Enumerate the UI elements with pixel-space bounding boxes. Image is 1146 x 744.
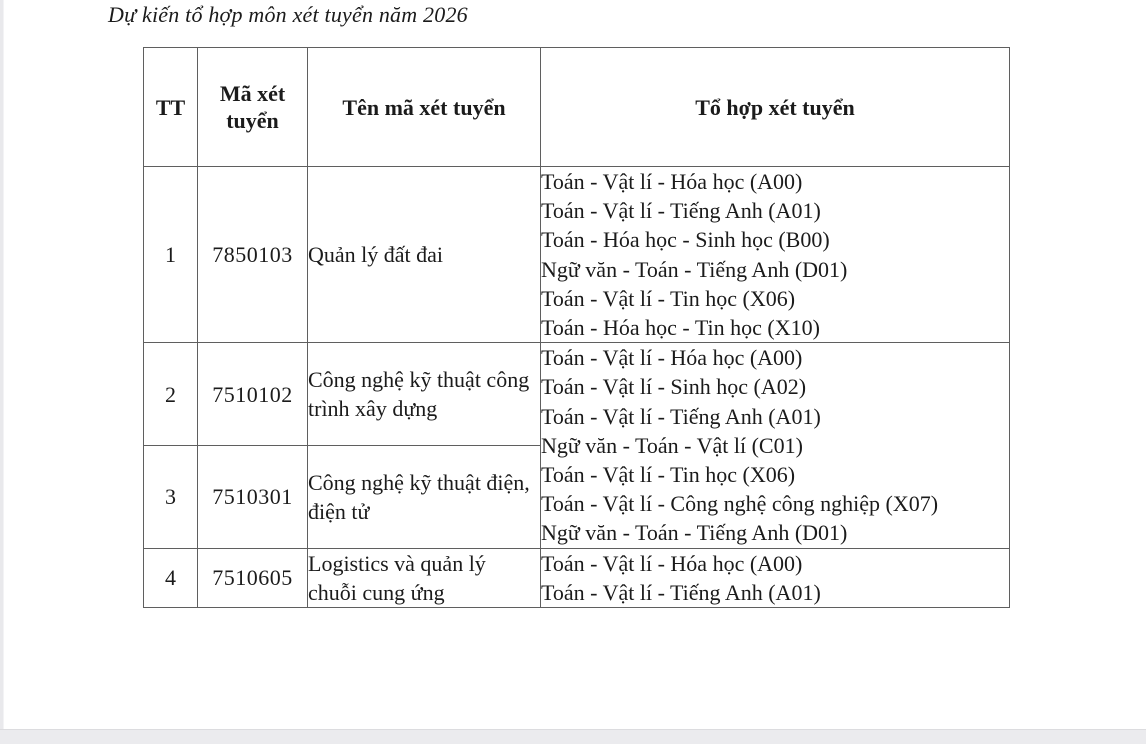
combo-line: Toán - Vật lí - Tin học (X06)	[541, 462, 796, 488]
header-tt: TT	[144, 48, 198, 167]
header-name: Tên mã xét tuyển	[308, 48, 541, 167]
table-row	[144, 167, 1010, 343]
combo-line: Ngữ văn - Toán - Tiếng Anh (D01)	[541, 520, 848, 546]
header-combos: Tổ hợp xét tuyển	[541, 48, 1010, 167]
combo-line: Toán - Vật lí - Tiếng Anh (A01)	[541, 198, 821, 224]
cell-name: Logistics và quản lý chuỗi cung ứng	[308, 548, 541, 607]
combo-line: Toán - Vật lí - Hóa học (A00)	[541, 345, 803, 371]
cell-tt: 3	[144, 445, 198, 548]
cell-combos	[541, 548, 1010, 607]
table-row	[144, 548, 1010, 607]
combo-line: Ngữ văn - Toán - Vật lí (C01)	[541, 432, 803, 458]
table-body	[144, 167, 1010, 608]
combo-line: Toán - Hóa học - Sinh học (B00)	[541, 227, 830, 253]
page-title: Dự kiến tổ hợp môn xét tuyển năm 2026	[108, 2, 468, 27]
combo-line: Toán - Vật lí - Tiếng Anh (A01)	[541, 403, 821, 429]
admission-combination-table	[143, 47, 1010, 608]
combo-line: Toán - Hóa học - Tin học (X10)	[541, 315, 820, 341]
cell-name: Công nghệ kỹ thuật công trình xây dựng	[308, 343, 541, 446]
page-left-edge	[0, 0, 4, 730]
combo-line: Toán - Vật lí - Công nghệ công nghiệp (X07)	[541, 491, 939, 517]
combo-line: Toán - Vật lí - Hóa học (A00)	[541, 550, 803, 576]
combo-line: Toán - Vật lí - Sinh học (A02)	[541, 374, 807, 400]
combo-line: Toán - Vật lí - Tin học (X06)	[541, 285, 796, 311]
admission-table-wrapper	[143, 47, 1010, 608]
cell-tt: 1	[144, 167, 198, 343]
cell-code: 7510301	[198, 445, 308, 548]
combo-line: Toán - Vật lí - Hóa học (A00)	[541, 169, 803, 194]
cell-name: Công nghệ kỹ thuật điện, điện tử	[308, 445, 541, 548]
cell-combos	[541, 167, 1010, 343]
cell-code: 7510102	[198, 343, 308, 446]
bottom-scroll-strip	[0, 729, 1146, 744]
combo-line: Toán - Vật lí - Tiếng Anh (A01)	[541, 579, 821, 605]
cell-combos	[541, 343, 1010, 548]
cell-name: Quản lý đất đai	[308, 167, 541, 343]
header-row	[144, 48, 1010, 167]
cell-code: 7510605	[198, 548, 308, 607]
combo-line: Ngữ văn - Toán - Tiếng Anh (D01)	[541, 256, 848, 282]
cell-tt: 2	[144, 343, 198, 446]
header-code: Mã xét tuyển	[198, 48, 308, 167]
cell-code: 7850103	[198, 167, 308, 343]
table-row	[144, 343, 1010, 446]
cell-tt: 4	[144, 548, 198, 607]
